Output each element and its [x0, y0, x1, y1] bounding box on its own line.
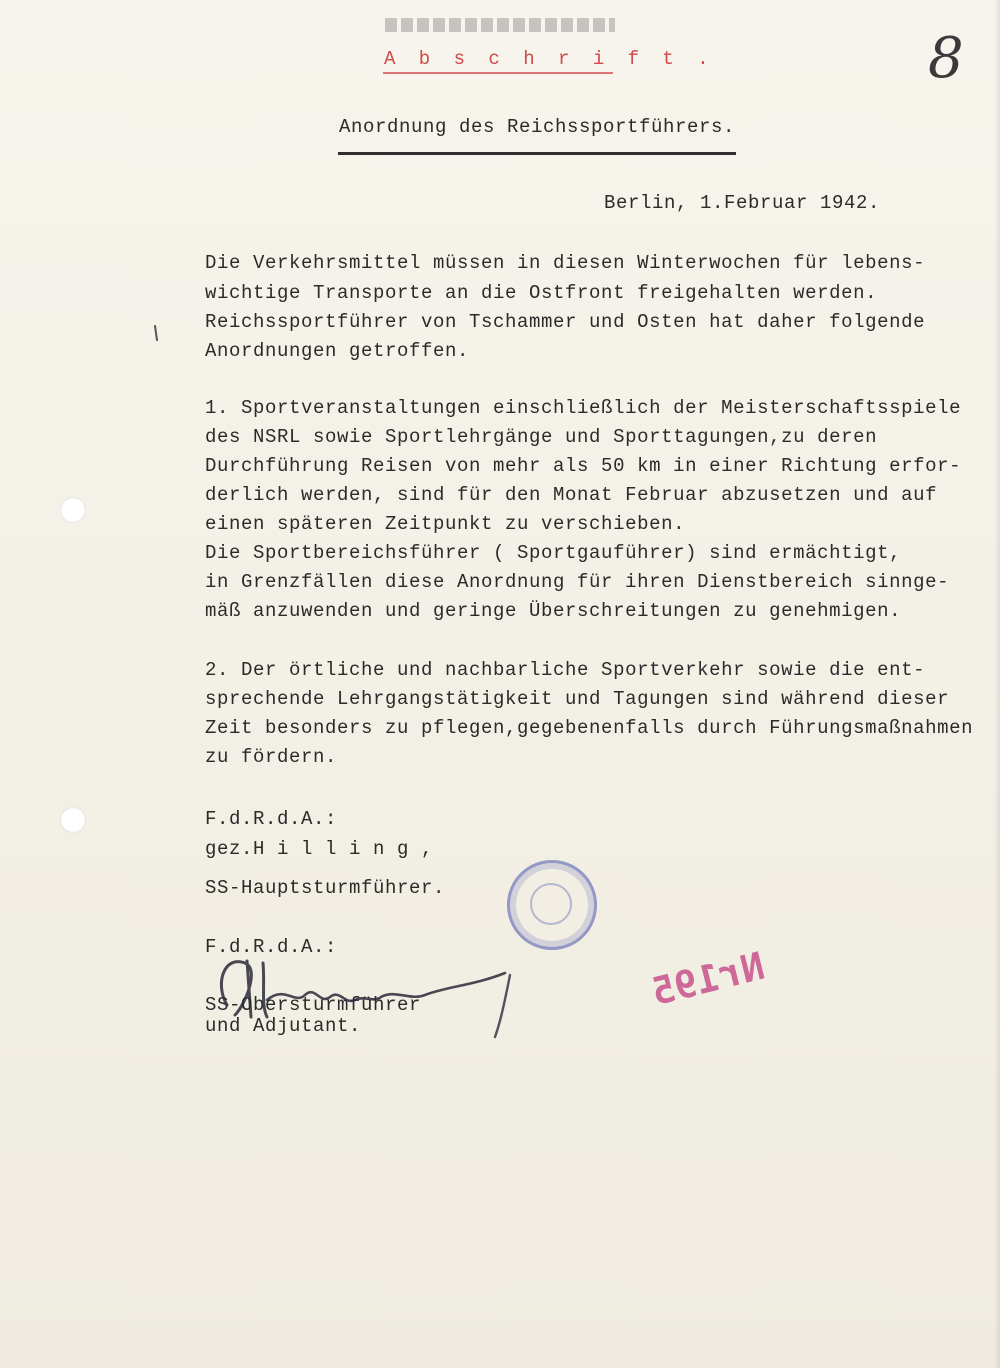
page-edge-shadow — [994, 0, 1000, 1368]
section1-line: Durchführung Reisen von mehr als 50 km in einer Richtung erfor- — [205, 455, 962, 477]
role-2: und Adjutant. — [205, 1015, 362, 1037]
document-type-heading: A b s c h r i f t . — [384, 48, 715, 70]
rank-2: SS-Obersturmführer — [205, 994, 422, 1016]
intro-line: wichtige Transporte an die Ostfront freigehalten werden. — [205, 282, 878, 304]
section1-line: in Grenzfällen diese Anordnung für ihren Dienstbereich sinnge- — [205, 571, 950, 593]
official-seal-stamp — [507, 860, 597, 950]
stamp-number-text: Nr195 — [647, 943, 769, 1015]
section2-line: zu fördern. — [205, 746, 338, 768]
signed-name: gez.H i l l i n g , — [205, 838, 434, 860]
crossed-out-heading — [385, 18, 615, 32]
dateline: Berlin, 1.Februar 1942. — [604, 192, 881, 214]
punch-hole-top — [60, 497, 86, 523]
attestation-2: F.d.R.d.A.: — [205, 936, 338, 958]
intro-line: Die Verkehrsmittel müssen in diesen Winterwochen für lebens- — [205, 252, 926, 274]
title-rule — [338, 152, 736, 155]
handwritten-signature — [205, 945, 525, 1040]
number-stamp — [642, 930, 772, 1020]
section1-line: 1. Sportveranstaltungen einschließlich der Meisterschaftsspiele — [205, 397, 962, 419]
section1-line: derlich werden, sind für den Monat Februar abzusetzen und auf — [205, 484, 938, 506]
intro-line: Anordnungen getroffen. — [205, 340, 470, 362]
section1-line: einen späteren Zeitpunkt zu verschieben. — [205, 513, 686, 535]
rank-1: SS-Hauptsturmführer. — [205, 877, 446, 899]
section2-line: Zeit besonders zu pflegen,gegebenenfalls durch Führungsmaßnahmen — [205, 717, 974, 739]
document-title: Anordnung des Reichssportführers. — [339, 116, 736, 138]
section1-line: Die Sportbereichsführer ( Sportgauführer) sind ermächtigt, — [205, 542, 902, 564]
section1-line: des NSRL sowie Sportlehrgänge und Sporttagungen,zu deren — [205, 426, 878, 448]
handwritten-page-number: 8 — [928, 26, 964, 91]
section2-line: 2. Der örtliche und nachbarliche Sportverkehr sowie die ent- — [205, 659, 926, 681]
attestation-1: F.d.R.d.A.: — [205, 808, 338, 830]
heading-underline — [383, 72, 613, 74]
margin-mark — [154, 325, 158, 341]
section2-line: sprechende Lehrgangstätigkeit und Tagungen sind während dieser — [205, 688, 950, 710]
intro-line: Reichssportführer von Tschammer und Osten hat daher folgende — [205, 311, 926, 333]
punch-hole-bottom — [60, 807, 86, 833]
section1-line: mäß anzuwenden und geringe Überschreitungen zu genehmigen. — [205, 600, 902, 622]
